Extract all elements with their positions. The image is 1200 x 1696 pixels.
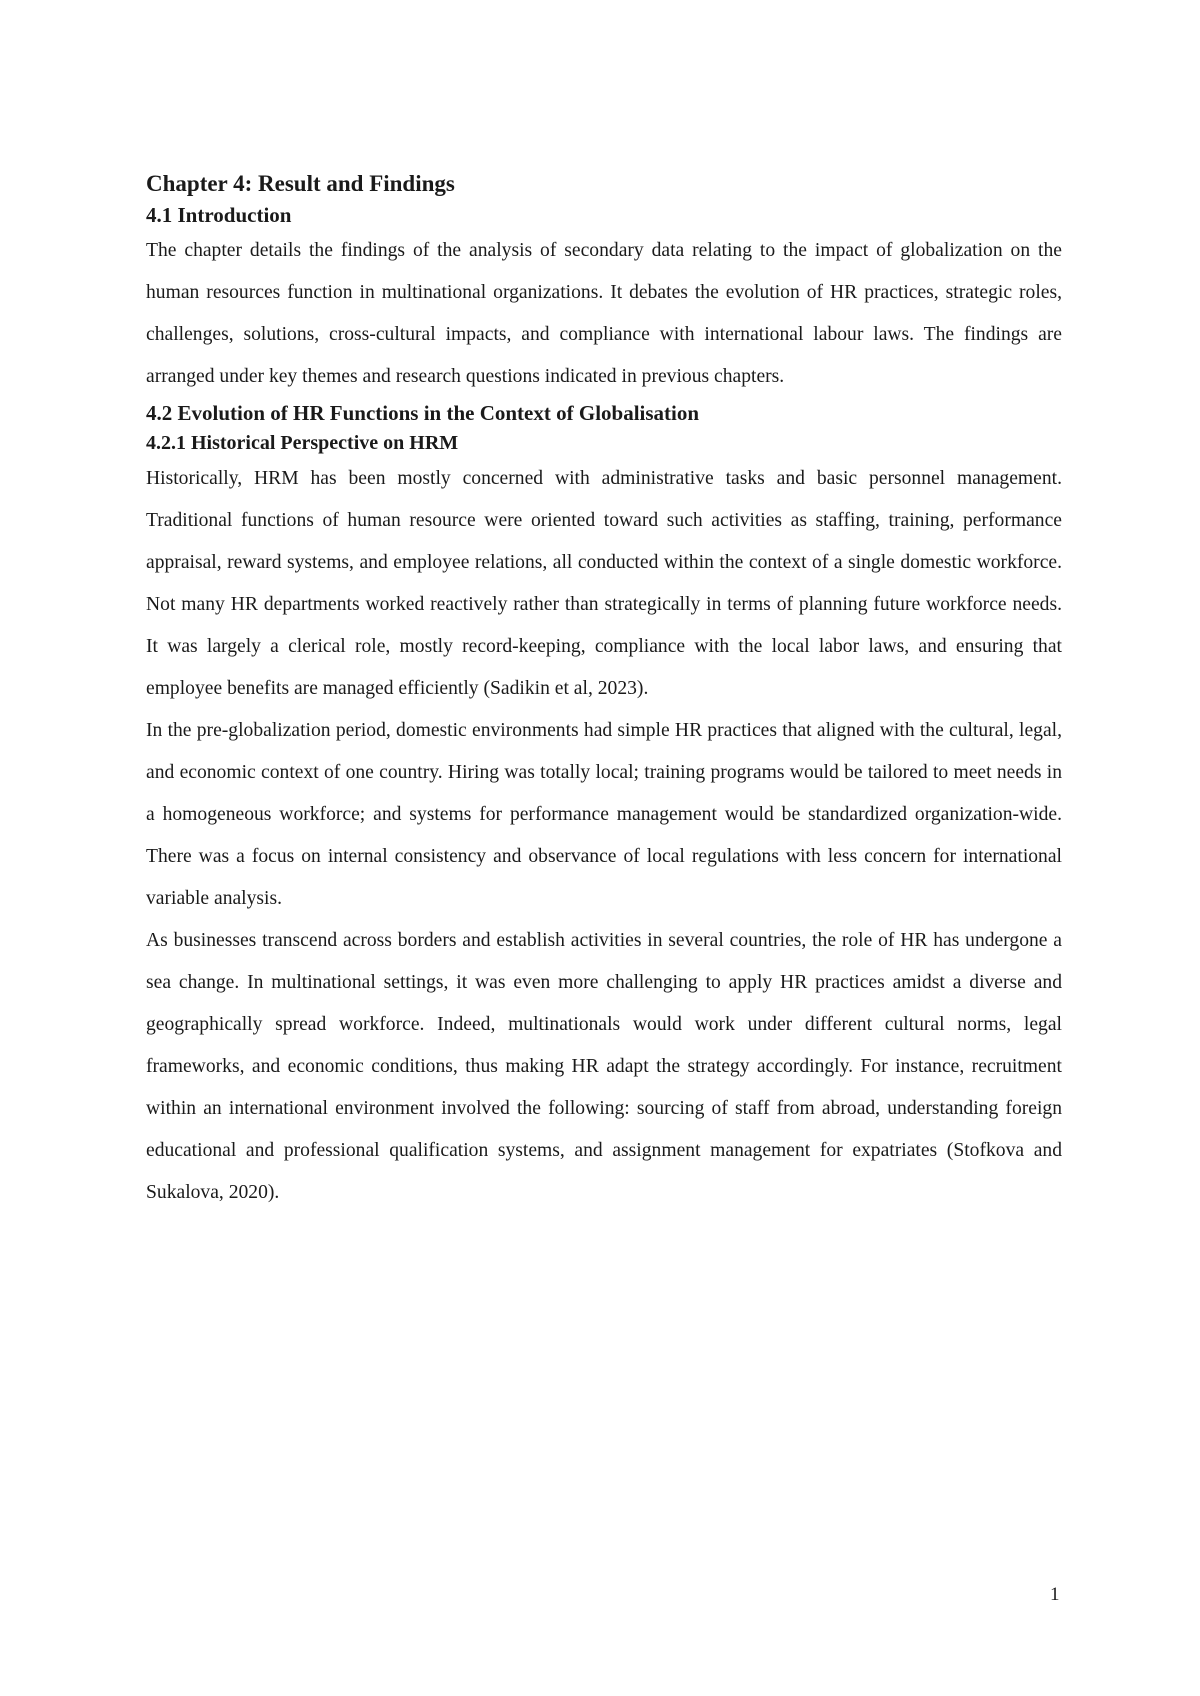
body-paragraph: In the pre-globalization period, domestic environments had simple HR practices that aligned with the cultural, legal, and economic context of one country. Hiring was totally local; training programs would be tailored to meet needs in a homogeneous workforce; and systems for performance management would be standardized organization-wide. There was a focus on internal consistency and observance of local regulations with less concern for international variable analysis. (146, 720, 1062, 909)
body-paragraph: As businesses transcend across borders and establish activities in several countries, the role of HR has undergone a sea change. In multinational settings, it was even more challenging to apply HR practices amidst a diverse and geographically spread workforce. Indeed, multinationals would work under different cultural norms, legal frameworks, and economic conditions, thus making HR adapt the strategy accordingly. For instance, recruitment within an international environment involved the following: sourcing of staff from abroad, understanding foreign educational and professional qualification systems, and assignment management for expatriates (Stofkova and Sukalova, 2020). (146, 930, 1062, 1203)
page-number: 1 (1050, 1584, 1060, 1605)
subsection-heading-historical-perspective: 4.2.1 Historical Perspective on HRM (146, 432, 459, 454)
chapter-title: Chapter 4: Result and Findings (146, 171, 455, 196)
body-paragraph: Historically, HRM has been mostly concerned with administrative tasks and basic personnel management. Traditional functions of human resource were oriented toward such activities as staffing, training, performance appraisal, reward systems, and employee relations, all conducted within the context of a single domestic workforce. Not many HR departments worked reactively rather than strategically in terms of planning future workforce needs. It was largely a clerical role, mostly record-keeping, compliance with the local labor laws, and ensuring that employee benefits are managed efficiently (Sadikin et al, 2023). (146, 468, 1062, 699)
section-heading-evolution: 4.2 Evolution of HR Functions in the Context of Globalisation (146, 401, 700, 425)
section-heading-introduction: 4.1 Introduction (146, 203, 292, 227)
introduction-paragraph: The chapter details the findings of the analysis of secondary data relating to the impact of globalization on the human resources function in multinational organizations. It debates the evolution of HR practices, strategic roles, challenges, solutions, cross-cultural impacts, and compliance with international labour laws. The findings are arranged under key themes and research questions indicated in previous chapters. (146, 240, 1062, 387)
